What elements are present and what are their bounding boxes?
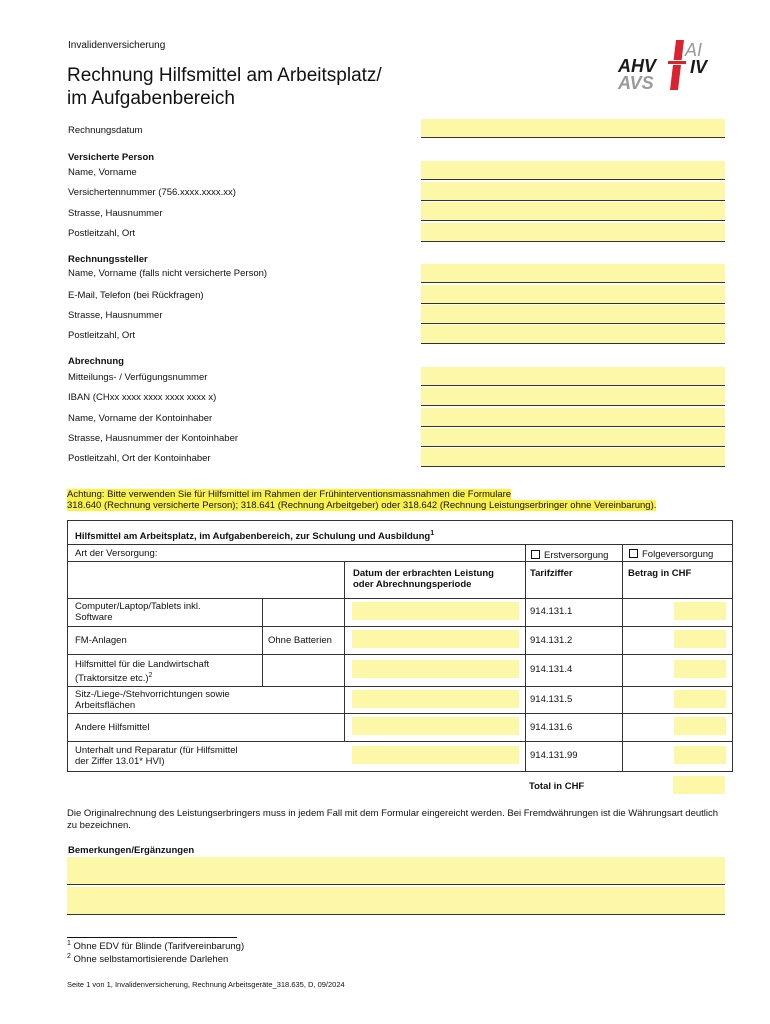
- account-holder-city-label: Postleitzahl, Ort der Kontoinhaber: [68, 453, 211, 464]
- follow-supply-checkbox[interactable]: [629, 549, 638, 558]
- invoice-date-field[interactable]: [421, 119, 725, 138]
- issuer-street-label: Strasse, Hausnummer: [68, 310, 163, 321]
- remarks-line-1[interactable]: [67, 857, 725, 885]
- iban-field[interactable]: [421, 387, 725, 406]
- invoice-date-label: Rechnungsdatum: [68, 125, 143, 136]
- first-supply-option[interactable]: Erstversorgung: [531, 550, 608, 561]
- insured-heading: Versicherte Person: [68, 152, 155, 163]
- account-holder-name-field[interactable]: [421, 408, 725, 427]
- row-fm-label: FM-Anlagen: [75, 635, 127, 646]
- row-computer-date-field[interactable]: [352, 602, 519, 620]
- total-label: Total in CHF: [529, 781, 585, 792]
- iban-label: IBAN (CHxx xxxx xxxx xxxx xxxx x): [68, 392, 217, 403]
- row-fm-amount-field[interactable]: [674, 630, 726, 648]
- title-line-1: Rechnung Hilfsmittel am Arbeitsplatz/: [67, 65, 382, 86]
- ahv-iv-logo: [612, 40, 717, 90]
- warning-line-1: Achtung: Bitte verwenden Sie für Hilfsmittel im Rahmen der Frühinterventionsmassnahmen die Formulare: [67, 489, 512, 500]
- account-holder-city-field[interactable]: [421, 448, 725, 467]
- row-computer-code: 914.131.1: [530, 606, 573, 617]
- row-other-amount-field[interactable]: [674, 717, 726, 735]
- issuer-city-field[interactable]: [421, 325, 725, 344]
- billing-heading: Abrechnung: [68, 356, 124, 367]
- footnote-1: $^1$ Ohne EDV für Blinde (Tarifvereinbarung): [67, 940, 245, 953]
- row-fm-note: Ohne Batterien: [268, 635, 332, 646]
- warning-notice: [67, 489, 656, 511]
- warning-line-2: 318.640 (Rechnung versicherte Person); 318.641 (Rechnung Arbeitgeber) oder 318.642 (Rechnung Leistungserbringer ohne Vereinbarung).: [67, 500, 657, 511]
- row-maintenance-amount-field[interactable]: [674, 746, 726, 764]
- row-seating-label: Sitz-/Liege-/Stehvorrichtungen sowie Arbeitsflächen: [75, 689, 230, 711]
- issuer-name-field[interactable]: [421, 264, 725, 283]
- row-other-code: 914.131.6: [530, 722, 573, 733]
- row-seating-date-field[interactable]: [352, 690, 519, 708]
- remarks-line-2[interactable]: [67, 887, 725, 915]
- insured-name-label: Name, Vorname: [68, 167, 137, 178]
- row-other-label: Andere Hilfsmittel: [75, 722, 150, 733]
- decision-number-field[interactable]: [421, 367, 725, 386]
- row-maintenance-date-field[interactable]: [352, 746, 519, 764]
- page-footer: Seite 1 von 1, Invalidenversicherung, Rechnung Arbeitsgeräte_318.635, D, 09/2024: [67, 980, 345, 989]
- insured-city-label: Postleitzahl, Ort: [68, 228, 136, 239]
- col-tariff-header: Tarifziffer: [530, 568, 573, 579]
- issuer-contact-label: E-Mail, Telefon (bei Rückfragen): [68, 290, 204, 301]
- logo-ai: AI: [685, 40, 703, 60]
- aids-table: [67, 520, 733, 772]
- insured-number-field[interactable]: [421, 182, 725, 201]
- row-seating-code: 914.131.5: [530, 694, 573, 705]
- total-amount-field[interactable]: [673, 776, 725, 794]
- insured-city-field[interactable]: [421, 223, 725, 242]
- row-agriculture-code: 914.131.4: [530, 664, 573, 675]
- decision-number-label: Mitteilungs- / Verfügungsnummer: [68, 372, 208, 383]
- issuer-contact-field[interactable]: [421, 285, 725, 304]
- issuer-city-label: Postleitzahl, Ort: [68, 330, 136, 341]
- row-maintenance-code: 914.131.99: [530, 750, 578, 761]
- footnote-2: $^2$ Ohne selbstamortisierende Darlehen: [67, 953, 229, 966]
- account-holder-name-label: Name, Vorname der Kontoinhaber: [68, 413, 213, 424]
- title-line-2: im Aufgabenbereich: [67, 88, 235, 109]
- row-computer-amount-field[interactable]: [674, 602, 726, 620]
- row-agriculture-label: Hilfsmittel für die Landwirtschaft (Traktorsitze etc.)$^2$: [75, 659, 210, 685]
- col-amount-header: Betrag in CHF: [628, 568, 692, 579]
- remarks-heading: Bemerkungen/Ergänzungen: [68, 845, 195, 856]
- issuer-street-field[interactable]: [421, 305, 725, 324]
- insured-number-label: Versichertennummer (756.xxxx.xxxx.xx): [68, 187, 236, 198]
- original-invoice-note: Die Originalrechnung des Leistungserbringers muss in jedem Fall mit dem Formular eingereicht werden. Bei Fremdwährungen ist die Währungsart deutlich zu bezeichnen.: [67, 808, 719, 831]
- supply-type-label: Art der Versorgung:: [75, 548, 158, 559]
- issuer-name-label: Name, Vorname (falls nicht versicherte Person): [68, 268, 268, 279]
- table-title: Hilfsmittel am Arbeitsplatz, im Aufgabenbereich, zur Schulung und Ausbildung$^1$: [75, 530, 435, 543]
- row-seating-amount-field[interactable]: [674, 690, 726, 708]
- row-other-date-field[interactable]: [352, 717, 519, 735]
- insured-street-field[interactable]: [421, 202, 725, 221]
- logo-ahv: AHV: [618, 56, 657, 76]
- page-title: [67, 64, 382, 110]
- account-holder-street-label: Strasse, Hausnummer der Kontoinhaber: [68, 433, 239, 444]
- account-holder-street-field[interactable]: [421, 428, 725, 447]
- remarks-area[interactable]: [67, 857, 725, 915]
- col-date-header: Datum der erbrachten Leistung oder Abrechnungsperiode: [353, 568, 494, 590]
- row-agriculture-date-field[interactable]: [352, 660, 519, 678]
- insured-street-label: Strasse, Hausnummer: [68, 208, 163, 219]
- issuer-heading: Rechnungssteller: [68, 254, 148, 265]
- logo-avs: AVS: [618, 73, 654, 90]
- row-computer-label: Computer/Laptop/Tablets inkl. Software: [75, 601, 201, 623]
- first-supply-checkbox[interactable]: [531, 550, 540, 559]
- row-fm-code: 914.131.2: [530, 635, 573, 646]
- row-maintenance-label: Unterhalt und Reparatur (für Hilfsmittel der Ziffer 13.01* HVI): [75, 745, 238, 767]
- row-agriculture-amount-field[interactable]: [674, 660, 726, 678]
- footnote-divider: [67, 937, 237, 938]
- organisation-name: Invalidenversicherung: [68, 40, 166, 51]
- logo-iv: IV: [690, 57, 708, 77]
- row-fm-date-field[interactable]: [352, 630, 519, 648]
- insured-name-field[interactable]: [421, 161, 725, 180]
- follow-supply-option[interactable]: Folgeversorgung: [629, 549, 713, 560]
